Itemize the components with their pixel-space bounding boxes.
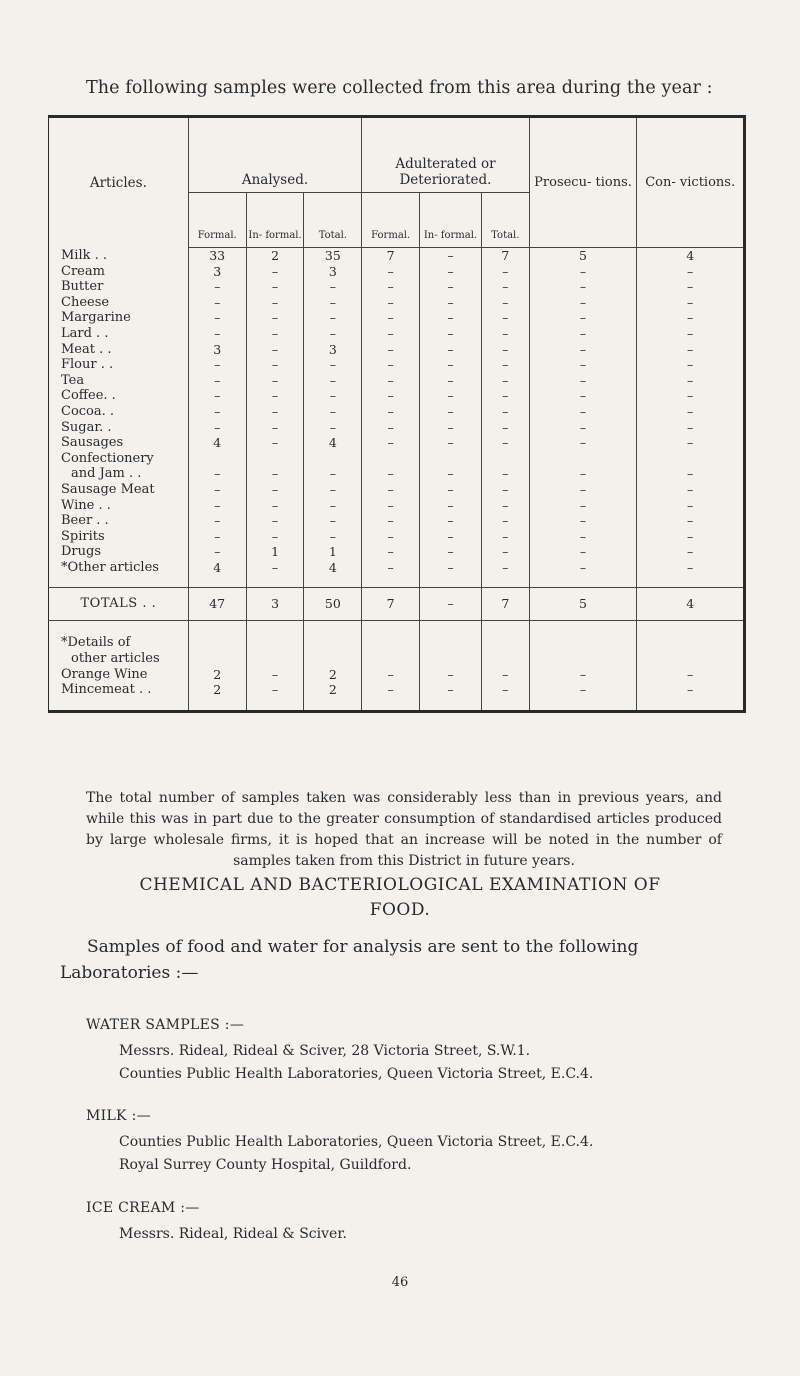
table-cell: – [420, 498, 482, 514]
table-cell: – [481, 682, 529, 698]
table-cell: – [481, 513, 529, 529]
table-cell: – [529, 310, 637, 326]
table-row [49, 388, 745, 404]
table-cell: – [246, 513, 304, 529]
header-analysed-informal: In- formal. [246, 193, 304, 248]
article-name: Confectionery [61, 450, 154, 466]
table-cell: – [362, 326, 420, 342]
table-cell: – [637, 295, 745, 311]
table-row [49, 560, 745, 576]
article-name: Sugar. . [61, 419, 112, 435]
table-cell: – [420, 388, 482, 404]
table-cell: – [188, 279, 246, 295]
table-cell: – [188, 388, 246, 404]
table-cell: – [481, 404, 529, 420]
table-cell: – [481, 279, 529, 295]
table-cell: – [188, 357, 246, 373]
table-cell: – [637, 357, 745, 373]
table-cell: – [304, 310, 362, 326]
table-cell: – [481, 342, 529, 358]
details-label-row [49, 635, 745, 651]
table-cell: – [304, 466, 362, 482]
table-cell: – [637, 682, 745, 698]
table-cell: – [188, 295, 246, 311]
table-cell: 7 [362, 248, 420, 264]
table-cell: – [637, 279, 745, 295]
table-row [49, 466, 745, 482]
ice-cream-lab-1: Messrs. Rideal, Rideal & Sciver. [119, 1226, 347, 1242]
table-cell: – [304, 420, 362, 436]
table-cell: – [637, 435, 745, 451]
table-cell: – [637, 498, 745, 514]
table-cell: – [481, 466, 529, 482]
table-cell: – [481, 529, 529, 545]
table-cell: – [529, 667, 637, 683]
table-cell: 4 [637, 248, 745, 264]
table-cell: 33 [188, 248, 246, 264]
table-cell: – [188, 310, 246, 326]
article-name: Cocoa. . [61, 403, 115, 419]
table-cell [637, 451, 745, 467]
table-cell: – [529, 529, 637, 545]
table-cell: 3 [188, 264, 246, 280]
table-cell: – [362, 682, 420, 698]
table-cell: – [246, 560, 304, 576]
table-cell: – [420, 326, 482, 342]
table-row [49, 326, 745, 342]
table-cell: – [362, 264, 420, 280]
table-cell: 7 [481, 588, 529, 621]
table-cell: 7 [481, 248, 529, 264]
table-cell: – [529, 295, 637, 311]
table-cell: – [420, 248, 482, 264]
water-samples-label: WATER SAMPLES :— [86, 1017, 245, 1033]
table-cell: – [637, 482, 745, 498]
table-cell: – [246, 682, 304, 698]
table-cell: – [246, 357, 304, 373]
table-cell: – [246, 420, 304, 436]
table-cell: – [481, 357, 529, 373]
table-row [49, 404, 745, 420]
table-cell: – [246, 667, 304, 683]
table-cell: – [362, 466, 420, 482]
table-cell: – [362, 373, 420, 389]
table-row [49, 513, 745, 529]
table-cell: 4 [304, 435, 362, 451]
table-cell: – [304, 498, 362, 514]
table-cell: – [481, 667, 529, 683]
table-cell: – [529, 342, 637, 358]
table-cell: 3 [304, 342, 362, 358]
table-cell: – [481, 498, 529, 514]
table-cell: – [362, 435, 420, 451]
table-cell: 4 [304, 560, 362, 576]
table-cell: – [637, 667, 745, 683]
article-name: Drugs [61, 544, 102, 560]
table-cell: – [188, 404, 246, 420]
table-cell: – [246, 466, 304, 482]
table-cell: – [481, 373, 529, 389]
table-cell: – [420, 560, 482, 576]
water-lab-1: Messrs. Rideal, Rideal & Sciver, 28 Victoria Street, S.W.1. [119, 1043, 531, 1059]
table-row [49, 498, 745, 514]
table-row [49, 482, 745, 498]
details-body [49, 667, 745, 698]
table-cell: – [246, 388, 304, 404]
totals-label: TOTALS . . [49, 588, 189, 621]
table-cell: 2 [304, 667, 362, 683]
table-cell: 3 [304, 264, 362, 280]
header-analysed-total: Total. [304, 193, 362, 248]
table-cell [188, 451, 246, 467]
details-label: other articles [71, 651, 160, 667]
table-row [49, 451, 745, 467]
table-row [49, 279, 745, 295]
table-cell: – [420, 482, 482, 498]
table-cell: – [304, 388, 362, 404]
table-cell: – [246, 264, 304, 280]
page-number: 46 [391, 1275, 409, 1290]
table-cell: – [529, 560, 637, 576]
table-cell: – [304, 482, 362, 498]
table-cell: – [188, 373, 246, 389]
table-cell: – [637, 326, 745, 342]
milk-label: MILK :— [86, 1108, 151, 1124]
table-cell: – [188, 482, 246, 498]
table-cell: – [420, 357, 482, 373]
table-cell: – [246, 295, 304, 311]
article-name: Wine . . [61, 497, 111, 513]
table-cell: – [420, 513, 482, 529]
header-adulterated-formal: Formal. [362, 193, 420, 248]
table-cell: 50 [304, 588, 362, 621]
table-cell: – [362, 342, 420, 358]
table-cell: – [420, 529, 482, 545]
table-cell: – [637, 420, 745, 436]
table-cell: – [637, 513, 745, 529]
header-analysed: Analysed. [188, 117, 361, 193]
table-row [49, 373, 745, 389]
table-cell: – [420, 420, 482, 436]
water-lab-2: Counties Public Health Laboratories, Queen Victoria Street, E.C.4. [119, 1066, 594, 1082]
table-cell: 2 [188, 667, 246, 683]
lead-text [60, 934, 756, 986]
article-name: Spirits [61, 528, 105, 544]
table-cell: – [481, 482, 529, 498]
lead-line-1: Samples of food and water for analysis are sent to the following [87, 937, 639, 957]
table-row [49, 667, 745, 683]
table-cell: – [304, 373, 362, 389]
table-cell: – [637, 560, 745, 576]
table-cell: – [420, 682, 482, 698]
table-row [49, 248, 745, 264]
table-cell: – [304, 404, 362, 420]
table-cell: – [188, 326, 246, 342]
table-cell: – [246, 310, 304, 326]
table-cell: – [529, 435, 637, 451]
table-cell: – [362, 513, 420, 529]
table-row [49, 357, 745, 373]
table-cell: 7 [362, 588, 420, 621]
table-row [49, 682, 745, 698]
header-prosecutions: Prosecu- tions. [529, 117, 637, 248]
table-cell: – [637, 388, 745, 404]
table-cell: – [420, 435, 482, 451]
table-cell [529, 451, 637, 467]
table-cell: 1 [246, 544, 304, 560]
header-articles: Articles. [89, 174, 147, 191]
table-cell: – [246, 342, 304, 358]
article-name: Flour . . [61, 357, 114, 373]
table-cell: – [481, 435, 529, 451]
table-cell: – [637, 404, 745, 420]
table-row [49, 529, 745, 545]
table-cell: – [246, 498, 304, 514]
table-cell [420, 451, 482, 467]
table-row [49, 295, 745, 311]
table-cell: – [420, 544, 482, 560]
table-cell: – [420, 310, 482, 326]
table-cell: 4 [188, 560, 246, 576]
heading-line-1: CHEMICAL AND BACTERIOLOGICAL EXAMINATION OF [139, 875, 661, 895]
article-name: Mincemeat . . [61, 682, 152, 698]
table-cell: – [529, 482, 637, 498]
milk-lab-2: Royal Surrey County Hospital, Guildford. [119, 1157, 412, 1173]
table-cell: 5 [529, 248, 637, 264]
table-cell: – [304, 326, 362, 342]
details-label: *Details of [61, 635, 131, 651]
table-cell: – [529, 326, 637, 342]
table-cell: 5 [529, 588, 637, 621]
table-cell [362, 451, 420, 467]
table-cell: – [420, 404, 482, 420]
table-cell: – [529, 513, 637, 529]
table-cell: – [481, 544, 529, 560]
table-cell: – [637, 264, 745, 280]
table-cell: – [420, 342, 482, 358]
table-cell: – [246, 482, 304, 498]
lead-line-2: Laboratories :— [60, 963, 199, 983]
heading-line-2: FOOD. [369, 900, 431, 920]
milk-lab-1: Counties Public Health Laboratories, Queen Victoria Street, E.C.4. [119, 1134, 594, 1150]
table-cell: – [304, 295, 362, 311]
table-cell: 1 [304, 544, 362, 560]
table-cell: – [420, 279, 482, 295]
table-cell: 3 [188, 342, 246, 358]
table-cell: – [362, 482, 420, 498]
table-cell: – [481, 388, 529, 404]
article-name: Cream [61, 263, 105, 279]
table-cell: – [246, 279, 304, 295]
table-cell: – [529, 498, 637, 514]
article-name: Butter [61, 279, 104, 295]
table-cell: – [529, 682, 637, 698]
article-name: Meat . . [61, 341, 112, 357]
table-cell: – [420, 466, 482, 482]
table-row [49, 310, 745, 326]
table-cell: – [637, 529, 745, 545]
table-cell: – [529, 544, 637, 560]
table-cell: – [188, 529, 246, 545]
table-cell: 35 [304, 248, 362, 264]
table-cell: – [481, 560, 529, 576]
table-cell: – [362, 279, 420, 295]
table-cell: – [304, 279, 362, 295]
table-cell: 2 [188, 682, 246, 698]
table-cell: – [529, 279, 637, 295]
table-cell: – [304, 357, 362, 373]
table-cell: – [304, 513, 362, 529]
table-row [49, 342, 745, 358]
table-cell: – [188, 466, 246, 482]
table-cell: – [362, 388, 420, 404]
table-cell: – [362, 404, 420, 420]
table-cell: – [304, 529, 362, 545]
table-cell: – [637, 342, 745, 358]
article-name: Margarine [61, 310, 131, 326]
table-cell: – [529, 357, 637, 373]
table-cell: – [481, 326, 529, 342]
header-convictions: Con- victions. [637, 117, 745, 248]
table-row [49, 544, 745, 560]
table-cell: – [637, 310, 745, 326]
article-name: Coffee. . [61, 388, 116, 404]
section-heading [40, 873, 760, 923]
table-cell: – [246, 373, 304, 389]
ice-cream-label: ICE CREAM :— [86, 1200, 200, 1216]
table-row [49, 435, 745, 451]
table-cell: 2 [304, 682, 362, 698]
table-cell: – [529, 404, 637, 420]
table-cell: – [481, 310, 529, 326]
table-cell: – [362, 357, 420, 373]
table-cell: – [420, 264, 482, 280]
article-name: Beer . . [61, 513, 109, 529]
article-name: Milk . . [61, 247, 108, 263]
table-cell [481, 451, 529, 467]
table-cell: – [529, 264, 637, 280]
article-name: Orange Wine [61, 666, 148, 682]
table-cell: – [481, 420, 529, 436]
table-cell: – [420, 295, 482, 311]
table-cell: – [362, 310, 420, 326]
header-analysed-formal: Formal. [188, 193, 246, 248]
table-cell: – [420, 588, 482, 621]
totals-row [49, 588, 745, 621]
table-cell: – [637, 544, 745, 560]
table-cell: – [362, 420, 420, 436]
article-name: Lard . . [61, 325, 109, 341]
table-row [49, 264, 745, 280]
details-label-row [49, 651, 745, 667]
table-cell [246, 451, 304, 467]
article-name: Sausages [61, 435, 124, 451]
table-cell: – [246, 326, 304, 342]
table-cell: – [362, 529, 420, 545]
table-cell [304, 451, 362, 467]
article-name: Cheese [61, 294, 110, 310]
table-cell: – [481, 264, 529, 280]
table-cell: – [362, 544, 420, 560]
samples-table [48, 115, 746, 713]
table-cell: – [529, 466, 637, 482]
table-cell: 4 [188, 435, 246, 451]
table-cell: – [362, 498, 420, 514]
table-cell: – [362, 560, 420, 576]
summary-paragraph: The total number of samples taken was considerably less than in previous years, and while this was in part due to the greater consumption of standardised articles produced by large wholesale firms, it is hoped that an increase will be noted in the number of samples taken from this District in future years. [86, 790, 722, 869]
table-cell: – [420, 373, 482, 389]
table-cell: – [188, 498, 246, 514]
table-cell: – [362, 667, 420, 683]
table-body [49, 248, 745, 576]
table-cell: – [246, 435, 304, 451]
table-cell: – [637, 466, 745, 482]
article-name: Tea [61, 372, 85, 388]
table-cell: 4 [637, 588, 745, 621]
table-cell: 47 [188, 588, 246, 621]
intro-text: The following samples were collected from this area during the year : [86, 78, 713, 98]
table-cell: – [529, 373, 637, 389]
table-cell: – [481, 295, 529, 311]
table-cell: – [188, 544, 246, 560]
table-cell: – [529, 420, 637, 436]
table-cell: – [529, 388, 637, 404]
table-cell: – [246, 529, 304, 545]
header-adulterated-informal: In- formal. [420, 193, 482, 248]
table-cell: – [188, 420, 246, 436]
table-cell: 2 [246, 248, 304, 264]
article-name: *Other articles [61, 559, 159, 575]
table-cell: – [420, 667, 482, 683]
table-cell: – [246, 404, 304, 420]
table-cell: – [362, 295, 420, 311]
table-cell: – [188, 513, 246, 529]
table-row [49, 420, 745, 436]
header-adulterated-total: Total. [481, 193, 529, 248]
table-cell: – [637, 373, 745, 389]
article-name: and Jam . . [71, 466, 142, 482]
table-cell: 3 [246, 588, 304, 621]
header-adulterated: Adulterated or Deteriorated. [362, 117, 530, 193]
article-name: Sausage Meat [61, 481, 155, 497]
